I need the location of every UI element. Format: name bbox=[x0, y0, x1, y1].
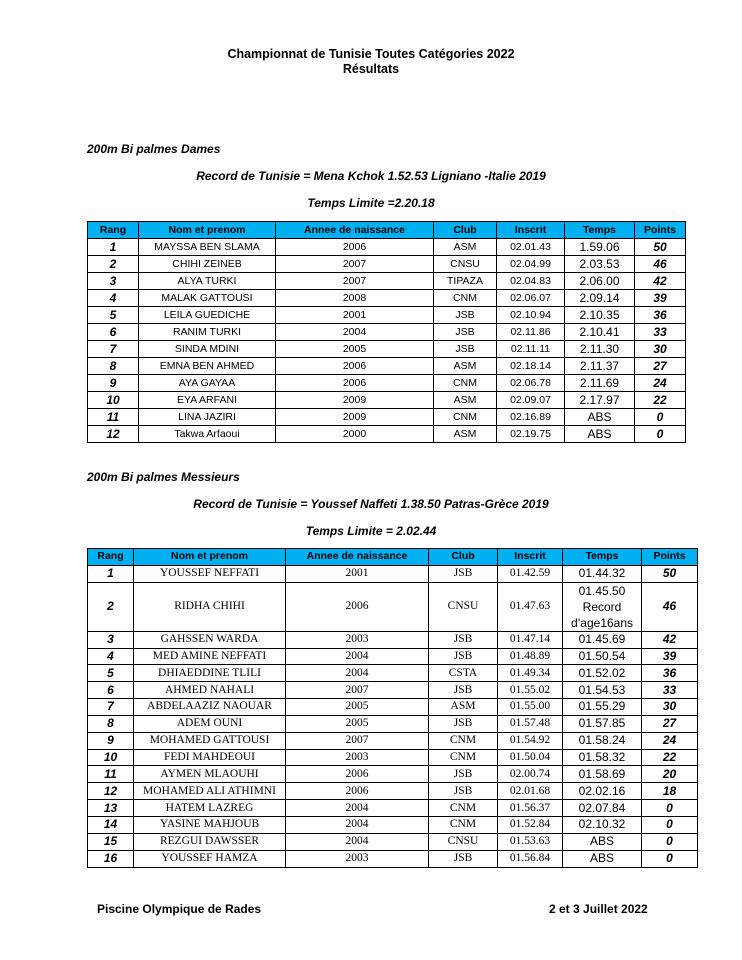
points-cell: 24 bbox=[642, 732, 698, 749]
table-row bbox=[88, 665, 698, 682]
entry-time-cell: 02.01.43 bbox=[497, 239, 565, 256]
points-cell: 27 bbox=[635, 358, 686, 375]
birth-year-cell: 2009 bbox=[276, 409, 434, 426]
name-cell: EYA ARFANI bbox=[139, 392, 276, 409]
rang-cell: 3 bbox=[88, 273, 139, 290]
time-limit-dames: Temps Limite =2.20.18 bbox=[307, 196, 435, 210]
entry-time-cell: 01.50.04 bbox=[498, 749, 563, 766]
page-title: Championnat de Tunisie Toutes Catégories 2022 bbox=[227, 47, 515, 61]
rang-cell: 6 bbox=[88, 682, 134, 699]
time-cell: 2.11.37 bbox=[565, 358, 635, 375]
rang-cell: 2 bbox=[88, 256, 139, 273]
column-header: Inscrit bbox=[498, 549, 563, 566]
results-table-messieurs bbox=[87, 548, 698, 868]
table-row bbox=[88, 392, 686, 409]
table-header-row bbox=[88, 549, 698, 566]
club-cell: JSB bbox=[434, 341, 497, 358]
entry-time-cell: 01.57.48 bbox=[498, 715, 563, 732]
table-row bbox=[88, 682, 698, 699]
column-header: Club bbox=[434, 222, 497, 239]
entry-time-cell: 01.49.34 bbox=[498, 665, 563, 682]
name-cell: SINDA MDINI bbox=[139, 341, 276, 358]
birth-year-cell: 2003 bbox=[286, 749, 429, 766]
club-cell: ASM bbox=[434, 239, 497, 256]
rang-cell: 1 bbox=[88, 565, 134, 582]
table-row bbox=[88, 565, 698, 582]
rang-cell: 15 bbox=[88, 833, 134, 850]
entry-time-cell: 02.06.78 bbox=[497, 375, 565, 392]
column-header: Points bbox=[635, 222, 686, 239]
points-cell: 42 bbox=[635, 273, 686, 290]
table-row bbox=[88, 833, 698, 850]
rang-cell: 11 bbox=[88, 409, 139, 426]
rang-cell: 7 bbox=[88, 699, 134, 716]
entry-time-cell: 02.19.75 bbox=[497, 426, 565, 443]
points-cell: 27 bbox=[642, 715, 698, 732]
club-cell: CNSU bbox=[429, 582, 498, 631]
name-cell: YOUSSEF HAMZA bbox=[134, 850, 286, 867]
entry-time-cell: 01.48.89 bbox=[498, 648, 563, 665]
name-cell: LINA JAZIRI bbox=[139, 409, 276, 426]
birth-year-cell: 2001 bbox=[286, 565, 429, 582]
table-row bbox=[88, 341, 686, 358]
birth-year-cell: 2007 bbox=[276, 256, 434, 273]
points-cell: 46 bbox=[642, 582, 698, 631]
birth-year-cell: 2001 bbox=[276, 307, 434, 324]
club-cell: CNM bbox=[429, 749, 498, 766]
table-row bbox=[88, 307, 686, 324]
club-cell: JSB bbox=[429, 631, 498, 648]
points-cell: 46 bbox=[635, 256, 686, 273]
birth-year-cell: 2003 bbox=[286, 631, 429, 648]
birth-year-cell: 2006 bbox=[276, 239, 434, 256]
entry-time-cell: 02.11.11 bbox=[497, 341, 565, 358]
table-row bbox=[88, 324, 686, 341]
club-cell: JSB bbox=[429, 565, 498, 582]
time-cell: 2.09.14 bbox=[565, 290, 635, 307]
column-header: Inscrit bbox=[497, 222, 565, 239]
club-cell: JSB bbox=[429, 715, 498, 732]
points-cell: 0 bbox=[635, 426, 686, 443]
points-cell: 0 bbox=[635, 409, 686, 426]
rang-cell: 8 bbox=[88, 715, 134, 732]
time-cell bbox=[563, 582, 642, 631]
club-cell: CNM bbox=[434, 409, 497, 426]
name-cell: AYMEN MLAOUHI bbox=[134, 766, 286, 783]
time-cell: 01.58.69 bbox=[563, 766, 642, 783]
name-cell: REZGUI DAWSSER bbox=[134, 833, 286, 850]
club-cell: JSB bbox=[429, 648, 498, 665]
column-header: Temps bbox=[563, 549, 642, 566]
time-cell: 2.11.69 bbox=[565, 375, 635, 392]
club-cell: JSB bbox=[429, 682, 498, 699]
entry-time-cell: 01.53.63 bbox=[498, 833, 563, 850]
rang-cell: 12 bbox=[88, 783, 134, 800]
rang-cell: 9 bbox=[88, 375, 139, 392]
club-cell: CNM bbox=[429, 732, 498, 749]
entry-time-cell: 02.10.94 bbox=[497, 307, 565, 324]
column-header: Rang bbox=[88, 222, 139, 239]
time-line: Record bbox=[582, 599, 622, 614]
entry-time-cell: 02.06.07 bbox=[497, 290, 565, 307]
time-cell: 2.10.41 bbox=[565, 324, 635, 341]
entry-time-cell: 02.16.89 bbox=[497, 409, 565, 426]
table-row bbox=[88, 715, 698, 732]
record-line-dames: Record de Tunisie = Mena Kchok 1.52.53 Ligniano -Italie 2019 bbox=[196, 169, 546, 183]
time-limit-messieurs: Temps Limite = 2.02.44 bbox=[305, 524, 437, 538]
name-cell: YOUSSEF NEFFATI bbox=[134, 565, 286, 582]
rang-cell: 3 bbox=[88, 631, 134, 648]
club-cell: CNM bbox=[434, 375, 497, 392]
birth-year-cell: 2004 bbox=[286, 648, 429, 665]
section-title-dames: 200m Bi palmes Dames bbox=[87, 142, 221, 156]
table-row bbox=[88, 375, 686, 392]
club-cell: CSTA bbox=[429, 665, 498, 682]
entry-time-cell: 01.54.92 bbox=[498, 732, 563, 749]
points-cell: 39 bbox=[642, 648, 698, 665]
time-cell: 2.10.35 bbox=[565, 307, 635, 324]
rang-cell: 10 bbox=[88, 749, 134, 766]
birth-year-cell: 2005 bbox=[286, 715, 429, 732]
column-header: Points bbox=[642, 549, 698, 566]
time-line: 01.45.50 bbox=[578, 583, 626, 598]
birth-year-cell: 2004 bbox=[286, 665, 429, 682]
birth-year-cell: 2006 bbox=[276, 375, 434, 392]
time-cell: 2.11.30 bbox=[565, 341, 635, 358]
club-cell: CNM bbox=[429, 816, 498, 833]
club-cell: CNM bbox=[429, 800, 498, 817]
entry-time-cell: 02.11.86 bbox=[497, 324, 565, 341]
rang-cell: 14 bbox=[88, 816, 134, 833]
footer-venue: Piscine Olympique de Rades bbox=[97, 902, 262, 916]
table-row bbox=[88, 409, 686, 426]
time-cell: ABS bbox=[565, 409, 635, 426]
points-cell: 18 bbox=[642, 783, 698, 800]
club-cell: ASM bbox=[429, 699, 498, 716]
time-cell: 2.17.97 bbox=[565, 392, 635, 409]
entry-time-cell: 02.09.07 bbox=[497, 392, 565, 409]
rang-cell: 11 bbox=[88, 766, 134, 783]
entry-time-cell: 01.47.63 bbox=[498, 582, 563, 631]
entry-time-cell: 02.01.68 bbox=[498, 783, 563, 800]
table-row bbox=[88, 631, 698, 648]
name-cell: RANIM TURKI bbox=[139, 324, 276, 341]
entry-time-cell: 01.56.84 bbox=[498, 850, 563, 867]
name-cell: CHIHI ZEINEB bbox=[139, 256, 276, 273]
table-row bbox=[88, 582, 698, 631]
entry-time-cell: 02.04.83 bbox=[497, 273, 565, 290]
club-cell: CNSU bbox=[434, 256, 497, 273]
name-cell: MAYSSA BEN SLAMA bbox=[139, 239, 276, 256]
time-cell: 02.07.84 bbox=[563, 800, 642, 817]
table-row bbox=[88, 800, 698, 817]
club-cell: TIPAZA bbox=[434, 273, 497, 290]
points-cell: 42 bbox=[642, 631, 698, 648]
club-cell: ASM bbox=[434, 358, 497, 375]
entry-time-cell: 02.00.74 bbox=[498, 766, 563, 783]
name-cell: ADEM OUNI bbox=[134, 715, 286, 732]
name-cell: RIDHA CHIHI bbox=[134, 582, 286, 631]
points-cell: 20 bbox=[642, 766, 698, 783]
birth-year-cell: 2006 bbox=[286, 783, 429, 800]
page-subtitle: Résultats bbox=[342, 62, 400, 76]
points-cell: 22 bbox=[635, 392, 686, 409]
record-line-messieurs: Record de Tunisie = Youssef Naffeti 1.38.50 Patras-Grèce 2019 bbox=[193, 497, 549, 511]
entry-time-cell: 01.47.14 bbox=[498, 631, 563, 648]
table-row bbox=[88, 290, 686, 307]
column-header: Annee de naissance bbox=[286, 549, 429, 566]
birth-year-cell: 2005 bbox=[286, 699, 429, 716]
birth-year-cell: 2007 bbox=[286, 732, 429, 749]
club-cell: ASM bbox=[434, 426, 497, 443]
time-cell: ABS bbox=[565, 426, 635, 443]
time-cell: ABS bbox=[563, 850, 642, 867]
rang-cell: 4 bbox=[88, 648, 134, 665]
rang-cell: 1 bbox=[88, 239, 139, 256]
entry-time-cell: 02.18.14 bbox=[497, 358, 565, 375]
name-cell: ALYA TURKI bbox=[139, 273, 276, 290]
rang-cell: 12 bbox=[88, 426, 139, 443]
column-header: Club bbox=[429, 549, 498, 566]
club-cell: JSB bbox=[434, 307, 497, 324]
rang-cell: 9 bbox=[88, 732, 134, 749]
time-cell: 01.54.53 bbox=[563, 682, 642, 699]
time-cell: 1.59.06 bbox=[565, 239, 635, 256]
table-row bbox=[88, 426, 686, 443]
club-cell: JSB bbox=[429, 850, 498, 867]
entry-time-cell: 01.52.84 bbox=[498, 816, 563, 833]
points-cell: 0 bbox=[642, 800, 698, 817]
points-cell: 30 bbox=[635, 341, 686, 358]
points-cell: 33 bbox=[635, 324, 686, 341]
table-row bbox=[88, 273, 686, 290]
name-cell: MOHAMED ALI ATHIMNI bbox=[134, 783, 286, 800]
name-cell: YASINE MAHJOUB bbox=[134, 816, 286, 833]
birth-year-cell: 2004 bbox=[286, 816, 429, 833]
birth-year-cell: 2004 bbox=[276, 324, 434, 341]
name-cell: LEILA GUEDICHE bbox=[139, 307, 276, 324]
name-cell: MOHAMED GATTOUSI bbox=[134, 732, 286, 749]
results-table-dames bbox=[87, 221, 686, 443]
table-row bbox=[88, 648, 698, 665]
rang-cell: 5 bbox=[88, 665, 134, 682]
rang-cell: 16 bbox=[88, 850, 134, 867]
time-cell: 01.44.32 bbox=[563, 565, 642, 582]
name-cell: HATEM LAZREG bbox=[134, 800, 286, 817]
name-cell: MALAK GATTOUSI bbox=[139, 290, 276, 307]
table-row bbox=[88, 783, 698, 800]
points-cell: 24 bbox=[635, 375, 686, 392]
points-cell: 0 bbox=[642, 850, 698, 867]
points-cell: 33 bbox=[642, 682, 698, 699]
table-row bbox=[88, 850, 698, 867]
rang-cell: 7 bbox=[88, 341, 139, 358]
table-row bbox=[88, 358, 686, 375]
column-header: Temps bbox=[565, 222, 635, 239]
time-cell: 02.02.16 bbox=[563, 783, 642, 800]
column-header: Nom et prenom bbox=[134, 549, 286, 566]
column-header: Nom et prenom bbox=[139, 222, 276, 239]
birth-year-cell: 2006 bbox=[276, 358, 434, 375]
club-cell: JSB bbox=[429, 783, 498, 800]
points-cell: 36 bbox=[635, 307, 686, 324]
points-cell: 22 bbox=[642, 749, 698, 766]
time-line: d’age16ans bbox=[570, 615, 634, 630]
table-row bbox=[88, 699, 698, 716]
birth-year-cell: 2008 bbox=[276, 290, 434, 307]
table-row bbox=[88, 766, 698, 783]
points-cell: 50 bbox=[642, 565, 698, 582]
time-cell: 02.10.32 bbox=[563, 816, 642, 833]
entry-time-cell: 01.42.59 bbox=[498, 565, 563, 582]
name-cell: AYA GAYAA bbox=[139, 375, 276, 392]
points-cell: 0 bbox=[642, 833, 698, 850]
time-cell: 01.57.85 bbox=[563, 715, 642, 732]
name-cell: EMNA BEN AHMED bbox=[139, 358, 276, 375]
name-cell: AHMED NAHALI bbox=[134, 682, 286, 699]
club-cell: ASM bbox=[434, 392, 497, 409]
time-cell: 01.55.29 bbox=[563, 699, 642, 716]
birth-year-cell: 2009 bbox=[276, 392, 434, 409]
table-row bbox=[88, 732, 698, 749]
table-row bbox=[88, 256, 686, 273]
rang-cell: 5 bbox=[88, 307, 139, 324]
rang-cell: 10 bbox=[88, 392, 139, 409]
birth-year-cell: 2007 bbox=[286, 682, 429, 699]
time-cell: 2.06.00 bbox=[565, 273, 635, 290]
footer-dates: 2 et 3 Juillet 2022 bbox=[549, 902, 648, 916]
name-cell: DHIAEDDINE TLILI bbox=[134, 665, 286, 682]
time-cell: 01.50.54 bbox=[563, 648, 642, 665]
time-cell: 01.58.24 bbox=[563, 732, 642, 749]
rang-cell: 2 bbox=[88, 582, 134, 631]
club-cell: JSB bbox=[429, 766, 498, 783]
points-cell: 36 bbox=[642, 665, 698, 682]
time-cell: 01.45.69 bbox=[563, 631, 642, 648]
entry-time-cell: 01.56.37 bbox=[498, 800, 563, 817]
points-cell: 30 bbox=[642, 699, 698, 716]
rang-cell: 4 bbox=[88, 290, 139, 307]
table-header-row bbox=[88, 222, 686, 239]
name-cell: FEDI MAHDEOUI bbox=[134, 749, 286, 766]
birth-year-cell: 2005 bbox=[276, 341, 434, 358]
column-header: Annee de naissance bbox=[276, 222, 434, 239]
birth-year-cell: 2003 bbox=[286, 850, 429, 867]
name-cell: MED AMINE NEFFATI bbox=[134, 648, 286, 665]
entry-time-cell: 02.04.99 bbox=[497, 256, 565, 273]
birth-year-cell: 2000 bbox=[276, 426, 434, 443]
birth-year-cell: 2006 bbox=[286, 582, 429, 631]
table-row bbox=[88, 239, 686, 256]
birth-year-cell: 2007 bbox=[276, 273, 434, 290]
points-cell: 39 bbox=[635, 290, 686, 307]
name-cell: ABDELAAZIZ NAOUAR bbox=[134, 699, 286, 716]
entry-time-cell: 01.55.02 bbox=[498, 682, 563, 699]
rang-cell: 8 bbox=[88, 358, 139, 375]
column-header: Rang bbox=[88, 549, 134, 566]
rang-cell: 6 bbox=[88, 324, 139, 341]
birth-year-cell: 2006 bbox=[286, 766, 429, 783]
entry-time-cell: 01.55.00 bbox=[498, 699, 563, 716]
time-cell: 01.58.32 bbox=[563, 749, 642, 766]
table-row bbox=[88, 816, 698, 833]
name-cell: Takwa Arfaoui bbox=[139, 426, 276, 443]
section-title-messieurs: 200m Bi palmes Messieurs bbox=[87, 470, 240, 484]
points-cell: 0 bbox=[642, 816, 698, 833]
time-cell: 2.03.53 bbox=[565, 256, 635, 273]
time-cell: 01.52.02 bbox=[563, 665, 642, 682]
club-cell: CNSU bbox=[429, 833, 498, 850]
points-cell: 50 bbox=[635, 239, 686, 256]
rang-cell: 13 bbox=[88, 800, 134, 817]
club-cell: CNM bbox=[434, 290, 497, 307]
table-row bbox=[88, 749, 698, 766]
name-cell: GAHSSEN WARDA bbox=[134, 631, 286, 648]
club-cell: JSB bbox=[434, 324, 497, 341]
birth-year-cell: 2004 bbox=[286, 800, 429, 817]
time-cell: ABS bbox=[563, 833, 642, 850]
birth-year-cell: 2004 bbox=[286, 833, 429, 850]
